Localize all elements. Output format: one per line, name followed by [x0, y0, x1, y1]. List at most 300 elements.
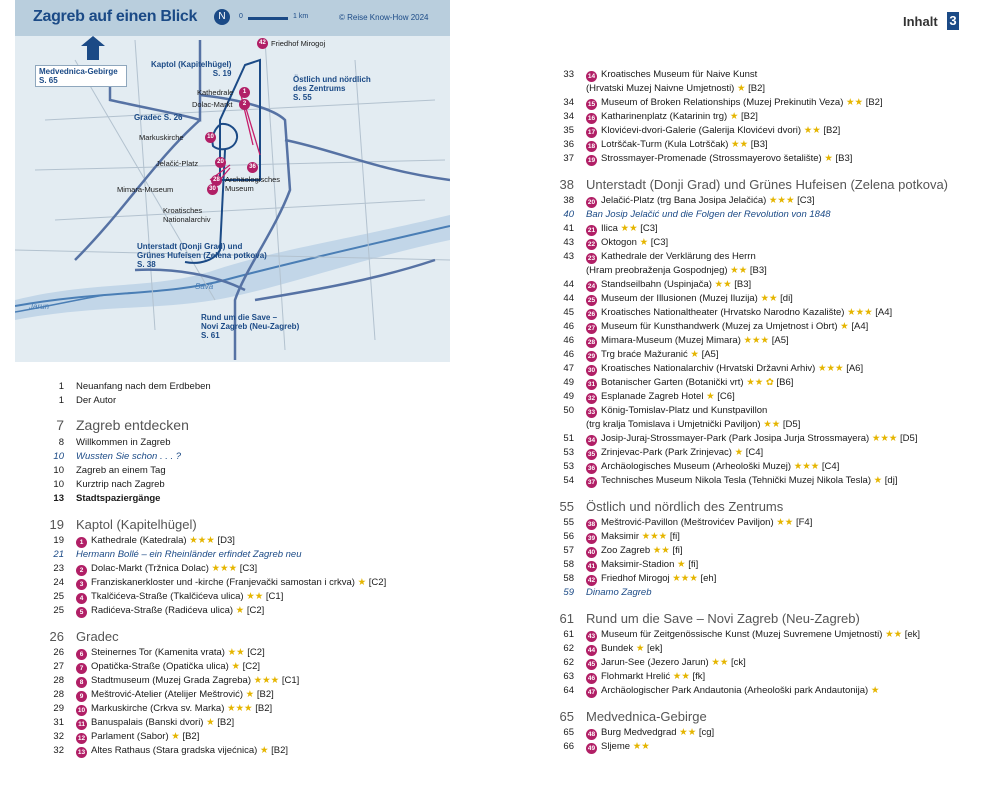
toc-entry-text [586, 82, 765, 96]
star-rating-icon: ★ [824, 153, 833, 164]
toc-entry[interactable] [540, 82, 990, 96]
star-rating-icon: ★★★ [211, 563, 238, 574]
toc-entry[interactable] [30, 590, 470, 604]
toc-entry[interactable] [30, 730, 470, 744]
toc-title: Opatička-Straße (Opatička ulica) [91, 661, 229, 672]
toc-entry[interactable] [540, 474, 990, 488]
toc-page-number: 28 [53, 675, 64, 686]
toc-entry[interactable] [30, 450, 470, 464]
poi-number-badge: 9 [76, 691, 87, 702]
toc-title: Franziskanerkloster und -kirche (Franjevački samostan i crkva) [91, 577, 355, 588]
toc-entry[interactable] [30, 688, 470, 702]
toc-section-heading[interactable] [30, 416, 470, 436]
star-rating-icon: ★★ [731, 139, 749, 150]
map-label-oestlich: Östlich und nördlich des Zentrums S. 55 [293, 75, 371, 102]
poi-number-badge: 33 [587, 409, 596, 416]
star-rating-icon: ★★ [711, 657, 729, 668]
toc-entry[interactable] [540, 740, 990, 754]
map-grid-ref: [ek] [904, 629, 921, 640]
poi-number-badge: 46 [587, 675, 596, 682]
toc-entry[interactable] [540, 334, 990, 348]
toc-entry-text [76, 394, 116, 408]
toc-section-heading[interactable] [30, 514, 470, 534]
toc-title: Steinernes Tor (Kamenita vrata) [91, 647, 225, 658]
toc-entry-text [586, 656, 746, 670]
toc-entry[interactable] [540, 544, 990, 558]
toc-entry[interactable] [30, 478, 470, 492]
scale-label: 1 km [293, 13, 309, 20]
toc-entry[interactable] [540, 558, 990, 572]
toc-entry-text [586, 544, 682, 558]
poi-number-badge: 12 [77, 735, 86, 742]
toc-page-number: 26 [53, 647, 64, 658]
toc-page-number: 63 [563, 671, 574, 682]
poi-number-badge: 20 [587, 199, 596, 206]
toc-entry[interactable] [540, 278, 990, 292]
map-grid-ref: [D5] [900, 433, 918, 444]
toc-entry-text [586, 292, 793, 306]
toc-title: Zagreb entdecken [76, 417, 189, 433]
map-label-archaeo: Archäologisches Museum [225, 175, 281, 193]
toc-title: Wussten Sie schon . . . ? [76, 451, 182, 462]
toc-entry-text [586, 208, 831, 222]
map-grid-ref: [B2] [217, 717, 235, 728]
toc-entry[interactable] [540, 446, 990, 460]
toc-entry[interactable] [540, 320, 990, 334]
toc-entry-text [76, 688, 274, 702]
toc-section-heading[interactable] [540, 174, 990, 194]
toc-entry-text [76, 660, 260, 674]
toc-entry-text [586, 516, 812, 530]
toc-page-number: 7 [56, 417, 64, 433]
toc-entry-text [586, 740, 650, 754]
toc-page-number: 10 [53, 479, 64, 490]
toc-title: Kurztrip nach Zagreb [76, 479, 165, 490]
toc-entry[interactable] [540, 110, 990, 124]
toc-entry-text [76, 534, 235, 548]
toc-title: Dolac-Markt (Tržnica Dolac) [91, 563, 209, 574]
toc-page-number: 61 [559, 611, 574, 626]
map-grid-ref: [C6] [717, 391, 735, 402]
toc-entry[interactable] [30, 548, 470, 562]
map-label-kathedrale: Kathedrale [197, 88, 234, 97]
star-rating-icon: ★★ [620, 223, 638, 234]
toc-title: Museum der Illusionen (Muzej Iluzija) [601, 293, 758, 304]
map-grid-ref: [di] [780, 293, 793, 304]
toc-entry[interactable] [540, 152, 990, 166]
toc-entry-text [586, 628, 920, 642]
toc-page-number: 19 [53, 535, 64, 546]
page-number: 3 [947, 12, 959, 30]
poi-number-badge: 32 [587, 395, 596, 402]
toc-title: Meštrović-Pavillon (Meštrovićev Paviljon) [601, 517, 774, 528]
star-rating-icon: ★ [206, 717, 215, 728]
toc-entry-text [76, 576, 386, 590]
scale-bar [248, 17, 288, 20]
toc-entry-text [586, 710, 707, 724]
toc-title: Kathedrale (Katedrala) [91, 535, 187, 546]
toc-entry[interactable] [540, 586, 990, 600]
toc-entry[interactable] [30, 576, 470, 590]
poi-number-badge: 13 [77, 749, 86, 756]
map-grid-ref: [C2] [246, 605, 265, 616]
map-label-jarun: Jarun [29, 302, 50, 311]
toc-title: Zrinjevac-Park (Park Zrinjevac) [601, 447, 732, 458]
poi-number-badge: 43 [587, 633, 596, 640]
poi-number-badge: 47 [587, 689, 596, 696]
star-rating-icon: ★ [357, 577, 367, 588]
star-rating-icon: ★ [736, 83, 746, 94]
map-grid-ref: [C2] [242, 661, 261, 672]
toc-page-number: 27 [53, 661, 64, 672]
star-rating-icon: ★★★ [672, 573, 698, 584]
toc-title: Tkalčićeva-Straße (Tkalčićeva ulica) [91, 591, 244, 602]
toc-page-number: 50 [563, 405, 574, 416]
toc-entry[interactable] [540, 124, 990, 138]
map-grid-ref: [A5] [701, 349, 719, 360]
toc-entry[interactable] [540, 642, 990, 656]
map-title: Zagreb auf einen Blick [33, 8, 198, 25]
toc-section-heading[interactable] [540, 496, 990, 516]
star-rating-icon: ★★ [246, 591, 264, 602]
toc-entry-text [76, 562, 257, 576]
toc-section-heading[interactable] [540, 706, 990, 726]
toc-page-number: 25 [53, 591, 64, 602]
poi-number-badge: 42 [587, 577, 596, 584]
star-rating-icon: ★★★ [768, 195, 795, 206]
toc-title: Markuskirche (Crkva sv. Marka) [91, 703, 225, 714]
toc-title: Botanischer Garten (Botanički vrt) [601, 377, 744, 388]
map-grid-ref: [fi] [688, 559, 699, 570]
poi-number-badge: 49 [587, 745, 596, 752]
toc-entry-text [76, 548, 302, 562]
toc-entry[interactable] [540, 516, 990, 530]
toc-page-number: 23 [53, 563, 64, 574]
toc-title: Bundek [601, 643, 634, 654]
toc-entry[interactable] [540, 670, 990, 684]
map-pin-42: 42 [257, 38, 268, 49]
map-pin-28: 28 [211, 175, 222, 186]
toc-entry[interactable] [540, 418, 990, 432]
poi-number-badge: 26 [587, 311, 596, 318]
toc-title: Jelačić-Platz (trg Bana Josipa Jelačića) [601, 195, 767, 206]
star-rating-icon: ★ [729, 111, 739, 122]
toc-entry[interactable] [540, 684, 990, 698]
toc-title: Stadtspaziergänge [76, 493, 161, 504]
toc-entry-text [586, 642, 662, 656]
toc-entry[interactable] [540, 306, 990, 320]
toc-title: Unterstadt (Donji Grad) und Grünes Hufeisen (Zelena potkova) [586, 177, 949, 192]
toc-page-number: 26 [49, 629, 64, 644]
toc-title: Parlament (Sabor) [91, 731, 169, 742]
map-grid-ref: [dj] [884, 475, 898, 486]
toc-title: Neuanfang nach dem Erdbeben [76, 381, 211, 392]
star-rating-icon: ★ [231, 661, 240, 672]
toc-entry[interactable] [540, 530, 990, 544]
map-grid-ref: [cg] [698, 727, 715, 738]
toc-entry-text [586, 474, 897, 488]
toc-entry-text [586, 432, 917, 446]
toc-title: Ban Josip Jelačić und die Folgen der Revolution von 1848 [586, 209, 831, 220]
toc-entry-text [76, 604, 264, 618]
toc-entry-text [76, 730, 199, 744]
toc-entry[interactable] [540, 404, 990, 418]
poi-number-badge: 19 [587, 157, 596, 164]
star-rating-icon: ★★ [846, 97, 864, 108]
toc-title: Zagreb an einem Tag [76, 465, 166, 476]
toc-entry[interactable] [30, 604, 470, 618]
toc-entry-text [586, 362, 863, 376]
toc-page-number: 1 [58, 381, 64, 392]
toc-title: Standseilbahn (Uspinjača) [601, 279, 712, 290]
toc-entry-text [586, 124, 840, 138]
map-grid-ref: [B2] [255, 703, 273, 714]
poi-number-badge: 40 [587, 549, 596, 556]
map-grid-ref: [B2] [741, 111, 758, 122]
toc-page-number: 44 [563, 293, 574, 304]
map-pin-2: 2 [239, 99, 250, 110]
toc-entry-text [586, 558, 698, 572]
map-pin-36: 36 [247, 162, 258, 173]
poi-number-badge: 18 [587, 143, 596, 150]
map-grid-ref: [C3] [239, 563, 258, 574]
toc-entry-text [76, 702, 272, 716]
map-grid-ref: [B2] [823, 125, 841, 136]
toc-entry[interactable] [540, 194, 990, 208]
toc-title: Maksimir [601, 531, 639, 542]
toc-entry[interactable] [540, 68, 990, 82]
map-label-kaptol: Kaptol (Kapitelhügel) S. 19 [151, 60, 232, 78]
toc-entry-text [76, 716, 234, 730]
toc-title: (trg kralja Tomislava i Umjetnički Paviljon) [586, 419, 761, 430]
poi-number-badge: 35 [587, 451, 596, 458]
toc-entry-text [586, 222, 658, 236]
toc-entry[interactable] [540, 376, 990, 390]
poi-number-badge: 36 [587, 465, 596, 472]
poi-number-badge: 44 [587, 647, 596, 654]
toc-entry-text [586, 348, 718, 362]
poi-number-badge: 29 [587, 353, 596, 360]
map-label-dolac: Dolac-Markt [192, 100, 233, 109]
toc-entry[interactable] [540, 264, 990, 278]
star-rating-icon: ★ [235, 605, 245, 616]
toc-page-number: 55 [559, 499, 574, 514]
toc-entry[interactable] [30, 744, 470, 758]
toc-entry[interactable] [30, 562, 470, 576]
toc-entry-text [586, 612, 860, 626]
toc-entry[interactable] [30, 646, 470, 660]
toc-left [30, 380, 470, 758]
star-rating-icon: ★★★ [847, 307, 873, 318]
toc-entry[interactable] [540, 362, 990, 376]
map-grid-ref: [B3] [835, 153, 853, 164]
poi-number-badge: 15 [587, 101, 596, 108]
toc-page-number: 19 [49, 517, 64, 532]
map-grid-ref: [A4] [851, 321, 869, 332]
toc-page-number: 40 [563, 209, 574, 220]
poi-number-badge: 23 [587, 255, 596, 262]
toc-page-number: 10 [53, 465, 64, 476]
toc-title: Oktogon [601, 237, 637, 248]
toc-entry[interactable] [540, 628, 990, 642]
map-grid-ref: [B3] [734, 279, 752, 290]
toc-title: Altes Rathaus (Stara gradska vijećnica) [91, 745, 258, 756]
star-rating-icon: ★★★ [253, 675, 280, 686]
toc-title: König-Tomislav-Platz und Kunstpavillon [601, 405, 768, 416]
poi-number-badge: 30 [587, 367, 596, 374]
toc-entry[interactable] [30, 464, 470, 478]
toc-page-number: 37 [563, 153, 574, 164]
star-rating-icon: ★ [259, 745, 269, 756]
toc-entry[interactable] [30, 702, 470, 716]
toc-entry[interactable] [540, 656, 990, 670]
toc-title: Lotrščak-Turm (Kula Lotrščak) [601, 139, 729, 150]
toc-page-number: 46 [563, 335, 574, 346]
poi-number-badge: 4 [76, 593, 87, 604]
toc-entry[interactable] [540, 726, 990, 740]
toc-entry[interactable] [30, 716, 470, 730]
toc-section-heading[interactable] [30, 626, 470, 646]
toc-title: Kathedrale der Verklärung des Herrn [601, 251, 756, 262]
toc-entry[interactable] [540, 348, 990, 362]
toc-entry[interactable] [540, 460, 990, 474]
map-grid-ref: [eh] [700, 573, 717, 584]
map-grid-ref: [fi] [672, 545, 683, 556]
star-rating-icon: ★★ [714, 279, 732, 290]
toc-page-number: 47 [563, 363, 574, 374]
toc-entry-text [586, 726, 714, 740]
map-label-unterstadt: Unterstadt (Donji Grad) und Grünes Hufeisen (Zelena potkova) S. 38 [137, 242, 267, 269]
poi-number-badge: 24 [587, 283, 596, 290]
map-label-nationalarchiv: Kroatisches Nationalarchiv [163, 206, 211, 224]
toc-title: Der Autor [76, 395, 117, 406]
poi-number-badge: 37 [587, 479, 596, 486]
toc-section-heading[interactable] [540, 608, 990, 628]
toc-title: Gradec [76, 629, 119, 644]
toc-entry[interactable] [540, 222, 990, 236]
toc-title: Ilica [601, 223, 618, 234]
toc-page-number: 61 [563, 629, 574, 640]
poi-number-badge: 6 [76, 649, 87, 660]
toc-page-number: 38 [559, 177, 574, 192]
map-grid-ref: [A4] [875, 307, 893, 318]
toc-title: (Hram preobraženja Gospodnjeg) [586, 265, 728, 276]
toc-page-number: 65 [563, 727, 574, 738]
toc-page-number: 36 [563, 139, 574, 150]
toc-title: Kaptol (Kapitelhügel) [76, 517, 197, 532]
toc-page-number: 34 [563, 111, 574, 122]
toc-title: Zoo Zagreb [601, 545, 651, 556]
poi-number-badge: 28 [587, 339, 596, 346]
toc-title: Museum of Broken Relationships (Muzej Prekinutih Veza) [601, 97, 844, 108]
star-rating-icon: ★★ [652, 545, 670, 556]
map-grid-ref: [D3] [217, 535, 235, 546]
toc-entry[interactable] [540, 432, 990, 446]
poi-number-badge: 2 [76, 565, 87, 576]
map-pin-20: 20 [215, 157, 226, 168]
map-grid-ref: [C3] [650, 237, 669, 248]
map-grid-ref: [F4] [795, 517, 813, 528]
toc-title: Medvednica-Gebirge [586, 709, 707, 724]
toc-entry[interactable] [540, 208, 990, 222]
toc-entry-text [586, 670, 705, 684]
toc-page-number: 58 [563, 573, 574, 584]
toc-entry[interactable] [540, 390, 990, 404]
toc-page-number: 32 [53, 731, 64, 742]
toc-entry[interactable] [540, 236, 990, 250]
map-grid-ref: [B2] [182, 731, 200, 742]
toc-entry-text [586, 404, 767, 418]
star-rating-icon: ★★★ [641, 531, 668, 542]
toc-entry[interactable] [540, 250, 990, 264]
toc-page-number: 43 [563, 251, 574, 262]
star-rating-icon: ★★★ [871, 433, 898, 444]
poi-number-badge: 7 [76, 663, 87, 674]
poi-number-badge: 14 [587, 73, 596, 80]
toc-title: Maksimir-Stadion [601, 559, 675, 570]
toc-entry-text [586, 684, 879, 698]
toc-title: Jarun-See (Jezero Jarun) [601, 657, 709, 668]
poi-number-badge: 16 [587, 115, 596, 122]
toc-page-number: 28 [53, 689, 64, 700]
toc-title: Strossmayer-Promenade (Strossmayerovo šetalište) [601, 153, 822, 164]
map-grid-ref: [C2] [368, 577, 387, 588]
overview-map [15, 0, 450, 362]
toc-entry-text [586, 250, 756, 264]
star-rating-icon: ★★★ [227, 703, 253, 714]
toc-entry-text [76, 590, 283, 604]
toc-entry-text [586, 376, 793, 390]
toc-title: Burg Medvedgrad [601, 727, 677, 738]
toc-entry-text [76, 478, 165, 492]
star-rating-icon: ★ [706, 391, 715, 402]
toc-entry-text [586, 390, 735, 404]
poi-number-badge: 3 [76, 579, 87, 590]
toc-page-number: 62 [563, 657, 574, 668]
toc-entry[interactable] [30, 436, 470, 450]
north-arrow-icon: N [214, 9, 230, 25]
toc-entry[interactable] [30, 534, 470, 548]
toc-page-number: 33 [563, 69, 574, 80]
toc-entry[interactable] [30, 660, 470, 674]
toc-entry[interactable] [30, 492, 470, 506]
map-pin-10: 10 [205, 132, 216, 143]
toc-entry[interactable] [30, 380, 470, 394]
toc-page-number: 57 [563, 545, 574, 556]
toc-entry[interactable] [540, 96, 990, 110]
toc-title: (Hrvatski Muzej Naivne Umjetnosti) [586, 83, 735, 94]
toc-entry-text [586, 572, 716, 586]
toc-entry-text [586, 236, 668, 250]
toc-entry-text [586, 110, 758, 124]
toc-entry-text [76, 630, 119, 644]
toc-entry[interactable] [30, 394, 470, 408]
toc-entry[interactable] [540, 572, 990, 586]
map-grid-ref: [C4] [745, 447, 764, 458]
star-rating-icon: ★ [873, 475, 883, 486]
poi-number-badge: 11 [76, 719, 87, 730]
map-grid-ref: [B2] [748, 83, 766, 94]
toc-page-number: 66 [563, 741, 574, 752]
toc-entry-text [76, 492, 160, 506]
poi-number-badge: 25 [587, 297, 596, 304]
toc-page-number: 59 [563, 587, 574, 598]
toc-title: Kroatisches Museum für Naive Kunst [601, 69, 758, 80]
toc-entry[interactable] [30, 674, 470, 688]
poi-number-badge: 10 [77, 707, 86, 714]
toc-entry[interactable] [540, 292, 990, 306]
toc-entry[interactable] [540, 138, 990, 152]
